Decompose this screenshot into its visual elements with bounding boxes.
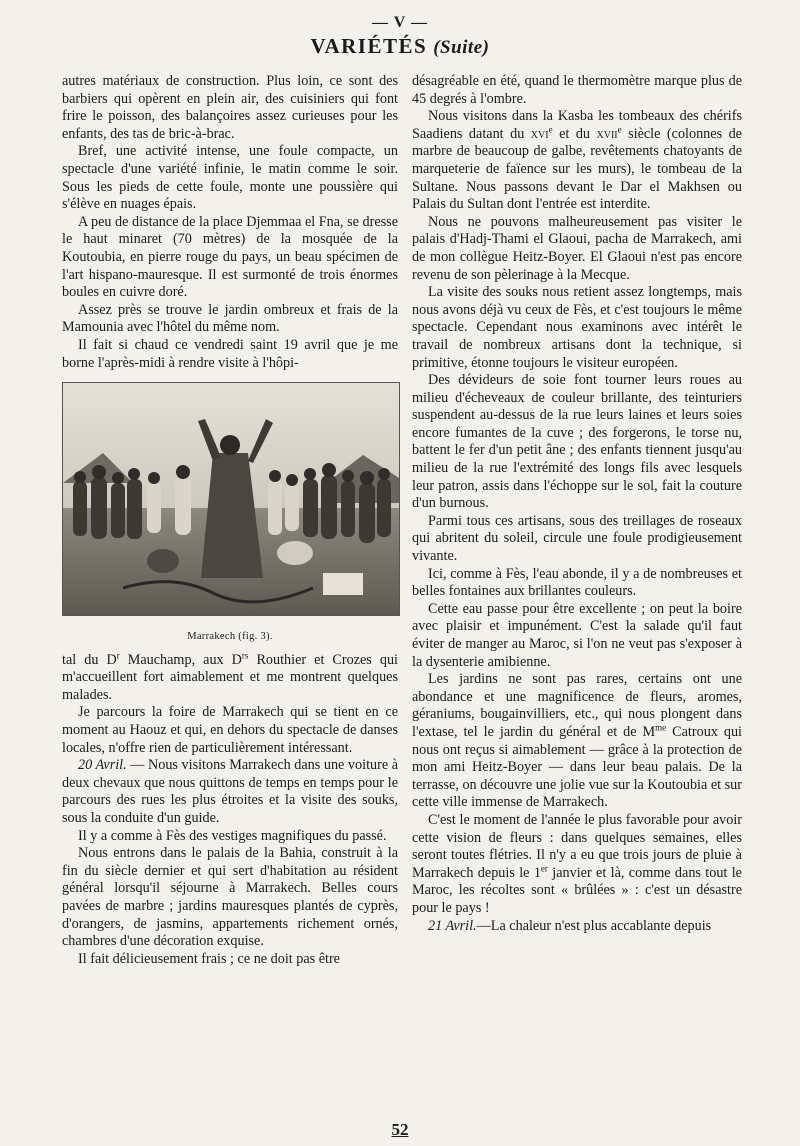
paragraph: Nous entrons dans le palais de la Bahia, construit à la fin du siècle dernier et qui sert d'habitation au résident général lorsqu'il séjourne à Marrakech. Belles cours pavées de marbre ; jardins mauresques plantés de cyprès, d'orangers, de jasmins, appartements richement ornés, chambres d'une décoration exquise.: [62, 845, 398, 950]
date-label: 20 Avril.: [78, 757, 127, 774]
paragraph: Je parcours la foire de Marrakech qui se tient en ce moment au Haouz et qui, en dehors du spectacle de danses locales, n'offre rien de particulièrement intéressant.: [62, 704, 398, 756]
snake-charmer-photo: [62, 382, 400, 616]
paragraph: Nous visitons dans la Kasba les tombeaux des chérifs Saadiens datant du xvi$^e$ et du xvii$^e$ siècle (colonnes de marbre de beaucoup de galbe, revêtements chatoyants de marqueterie de faïence sur les murs), le tombeau de la Sultane. Nous passons devant le Dar el Makhsen ou Palais du Sultan dont l'entrée est interdite.: [412, 108, 742, 213]
paragraph: A peu de distance de la place Djemmaa el Fna, se dresse le haut minaret (70 mètres) de la mosquée de la Koutoubia, en pierre rouge du pays, un beau spécimen de l'art hispano-mauresque. Il est surmonté de trois énormes boules en cuivre doré.: [62, 213, 398, 301]
paragraph: Des dévideurs de soie font tourner leurs roues au milieu d'écheveaux de couleur brillante, des teinturiers suspendent au-dessus de la rue leurs laines et leurs soies encore fumantes de la cuve ; des forgerons, le torse nu, battent le fer d'un petit âne ; des enfants tiennent jusqu'au milieu de la rue l'extrémité des longs fils avec lesquels leur patron, assis dans l'échoppe sur le sol, fait la couture d'un burnous.: [412, 372, 742, 512]
paragraph: Nous ne pouvons malheureusement pas visiter le palais d'Hadj-Thami el Glaoui, pacha de Marrakech, ami de mon collègue Heitz-Boyer. El Glaoui n'est pas encore revenu de son pèlerinage à la Mecque.: [412, 213, 742, 283]
paragraph: Parmi tous ces artisans, sous des treillages de roseaux qui abritent du soleil, circule une foule prodigieusement vivante.: [412, 512, 742, 565]
paragraph: 20 Avril. — Nous visitons Marrakech dans une voiture à deux chevaux que nous quittons de temps en temps pour le parcours des rues les plus étroites et la visite des souks, sous la conduite d'un guide.: [62, 757, 398, 827]
paragraph: autres matériaux de construction. Plus loin, ce sont des barbiers qui opèrent en plein air, des cuisiniers qui font frire le poisson, des balançoires assez curieuses pour les enfants, des tas de bric-à-brac.: [62, 73, 398, 142]
page-header: [0, 14, 800, 59]
paragraph: Les jardins ne sont pas rares, certains ont une abondance et une magnificence de fleurs, aromes, géraniums, bougainvilliers, etc., qui nous plongent dans l'extase, tel le jardin du général et de $M^{me}$ Catroux qui nous ont reçus si aimablement — grâce à la protection de mon ami Heitz-Boyer — dans leur beau palais. De la terrasse, on découvre une jolie vue sur la Koutoubia et sur cette ville immense de Marrakech.: [412, 671, 743, 811]
date-label: 21 Avril.: [428, 917, 477, 934]
section-subtitle: (Suite): [433, 37, 490, 58]
paragraph: La visite des souks nous retient assez longtemps, mais nous avons déjà vu ceux de Fès, et c'est toujours le même spectacle. Cependant nous examinons avec intérêt le travail de nombreux artisans dont la technique, si primitive, étonne toujours le visiteur européen.: [412, 284, 742, 371]
right-column: [412, 73, 742, 935]
paragraph: C'est le moment de l'année le plus favorable pour avoir cette vision de fleurs : dans quelques semaines, elles seront toutes flétries. Il n'y a eu que trois jours de pluie à Marrakech depuis le 1er janvier et là, comme dans tout le Maroc, les récoltes sont « brûlées » : c'est un désastre pour le pays !: [412, 811, 742, 916]
paragraph: désagréable en été, quand le thermomètre marque plus de 45 degrés à l'ombre.: [412, 73, 742, 107]
paragraph: 21 Avril.—La chaleur n'est plus accablante depuis: [428, 917, 712, 934]
section-title-text: VARIÉTÉS: [310, 34, 428, 58]
figure-caption: Marrakech (fig. 3).: [187, 631, 273, 643]
figure-marrakech: [62, 382, 398, 646]
paragraph: Il fait délicieusement frais ; ce ne doit pas être: [78, 950, 340, 967]
paragraph: Ici, comme à Fès, l'eau abonde, il y a de nombreuses et belles fontaines aux brillantes couleurs.: [412, 565, 742, 600]
paragraph: tal du $D^r$ Mauchamp, aux $D^{rs}$ Routhier et Crozes qui m'accueillent fort aimablement et me montrent quelques malades.: [62, 649, 398, 703]
paragraph: Assez près se trouve le jardin ombreux et frais de la Mamounia avec l'hôtel du même nom.: [62, 301, 398, 336]
paragraph: Cette eau passe pour être excellente ; on peut la boire avec plaisir et impunément. C'est la salade qu'il faut éviter de manger au Maroc, si l'on ne veut pas s'exposer à la dysenterie amibienne.: [412, 600, 742, 670]
section-title: [0, 34, 800, 59]
paragraph: Il fait si chaud ce vendredi saint 19 avril que je me borne l'après-midi à rendre visite à l'hôpi-: [62, 336, 398, 371]
section-folio: — V —: [372, 14, 428, 31]
paragraph: Bref, une activité intense, une foule compacte, un spectacle d'une variété infinie, le matin comme le soir. Sous les pieds de cette foule, monte une poussière qui s'élève en nuages épais.: [62, 143, 398, 213]
left-column: [62, 73, 398, 968]
page-number: 52: [391, 1120, 409, 1139]
paragraph: Il y a comme à Fès des vestiges magnifiques du passé.: [78, 827, 387, 844]
